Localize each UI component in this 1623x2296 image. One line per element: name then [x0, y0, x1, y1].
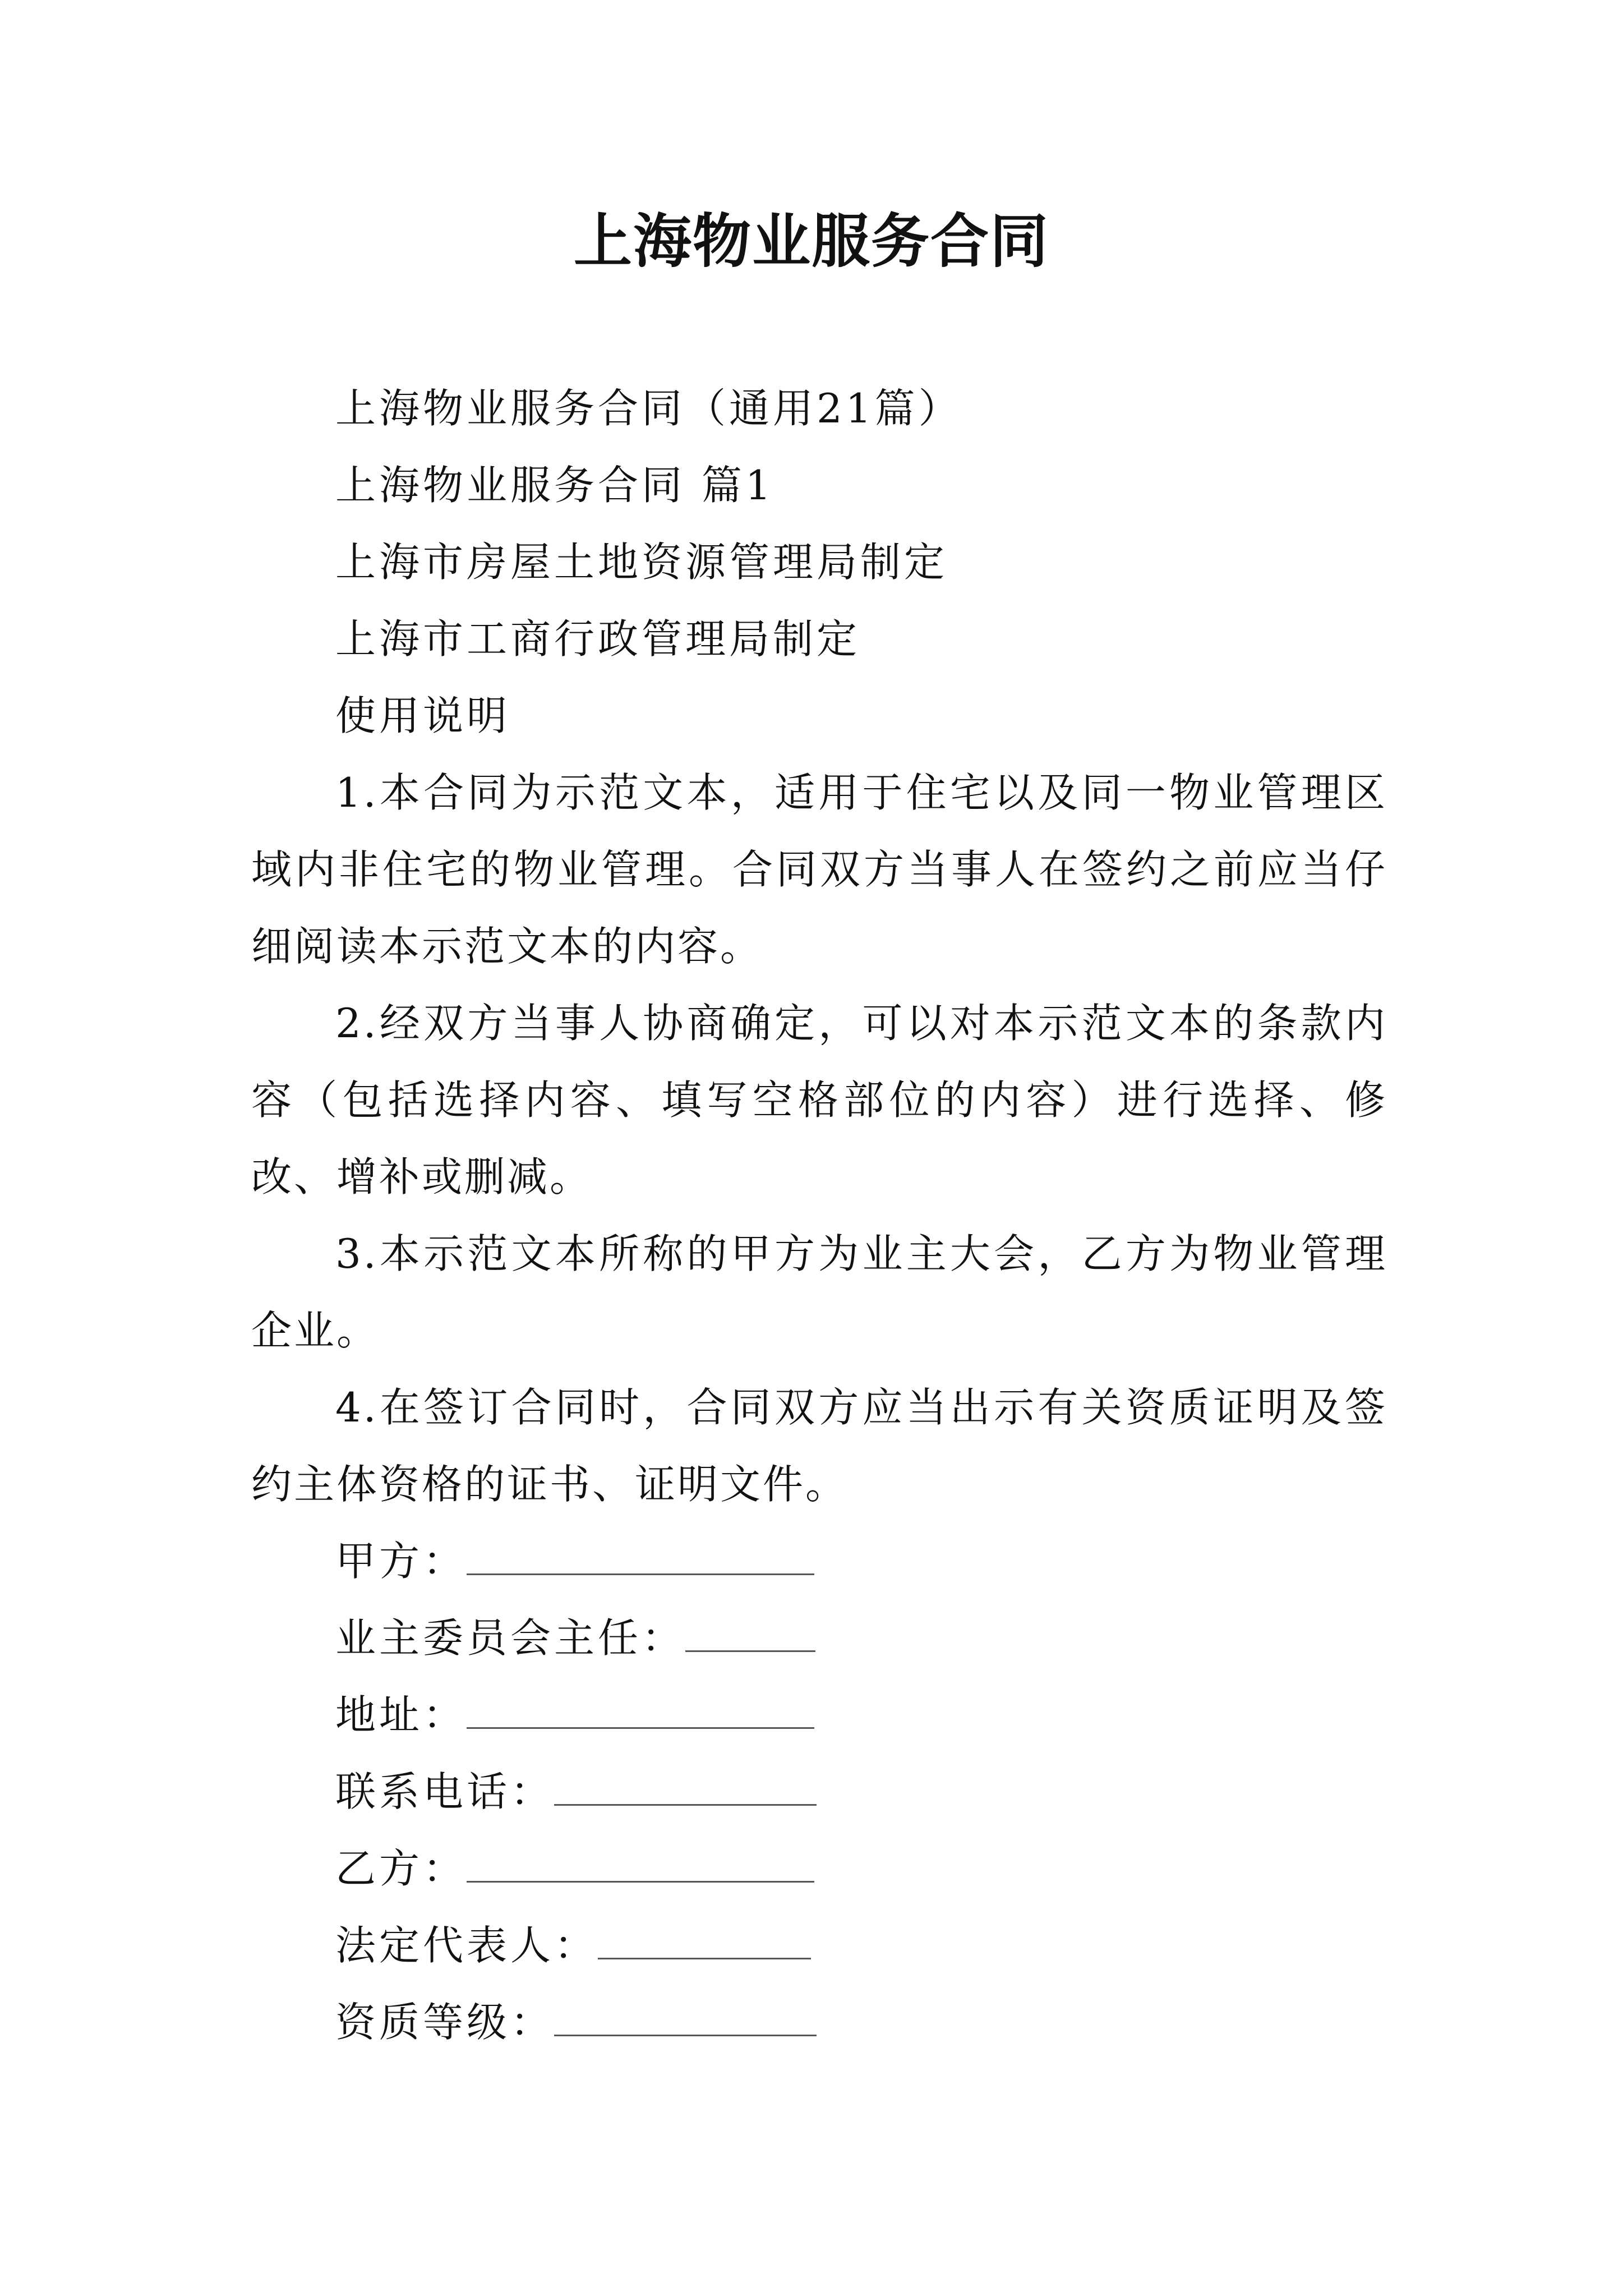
subtitle-line: 上海物业服务合同（通用21篇） [335, 385, 962, 432]
fill-in-blank [467, 1847, 814, 1883]
chapter-heading: 上海物业服务合同 篇1 [335, 462, 774, 509]
phone-field [251, 1754, 1387, 1830]
instruction-paragraph-1: 1.本合同为示范文本，适用于住宅以及同一物业管理区域内非住宅的物业管理。合同双方当事人在签约之前应当仔细阅读本示范文本的内容。 [251, 769, 1387, 970]
fill-in-blank [685, 1617, 815, 1652]
committee-chair-field [251, 1600, 1387, 1677]
fill-in-blank [598, 1924, 811, 1959]
field-label: 联系电话： [335, 1768, 555, 1815]
instructions-heading: 使用说明 [335, 692, 511, 739]
field-label: 甲方： [335, 1538, 467, 1585]
instruction-paragraph-4: 4.在签订合同时，合同双方应当出示有关资质证明及签约主体资格的证书、证明文件。 [251, 1384, 1387, 1508]
document-title: 上海物业服务合同 [573, 206, 1049, 275]
party-b-field [251, 1830, 1387, 1907]
address-field [251, 1677, 1387, 1754]
fill-in-blank [467, 1694, 814, 1729]
instruction-paragraph-3: 3.本示范文本所称的甲方为业主大会，乙方为物业管理企业。 [251, 1230, 1387, 1354]
qualification-level-field [251, 1984, 1387, 2061]
field-label: 业主委员会主任： [335, 1614, 686, 1662]
document-body [251, 370, 1387, 2061]
field-label: 乙方： [335, 1845, 467, 1892]
fill-in-blank [467, 1540, 814, 1575]
field-label: 法定代表人： [335, 1922, 598, 1969]
party-a-field [251, 1523, 1387, 1600]
issuer-line-2: 上海市工商行政管理局制定 [335, 615, 861, 662]
field-label: 地址： [335, 1691, 467, 1738]
fill-in-blank [554, 2001, 817, 2036]
fill-in-blank [554, 1770, 817, 1806]
field-label: 资质等级： [335, 1999, 555, 2046]
instruction-paragraph-2: 2.经双方当事人协商确定，可以对本示范文本的条款内容（包括选择内容、填写空格部位的内容）进行选择、修改、增补或删减。 [251, 1000, 1387, 1200]
legal-representative-field [251, 1907, 1387, 1984]
issuer-line-1: 上海市房屋土地资源管理局制定 [335, 539, 948, 586]
